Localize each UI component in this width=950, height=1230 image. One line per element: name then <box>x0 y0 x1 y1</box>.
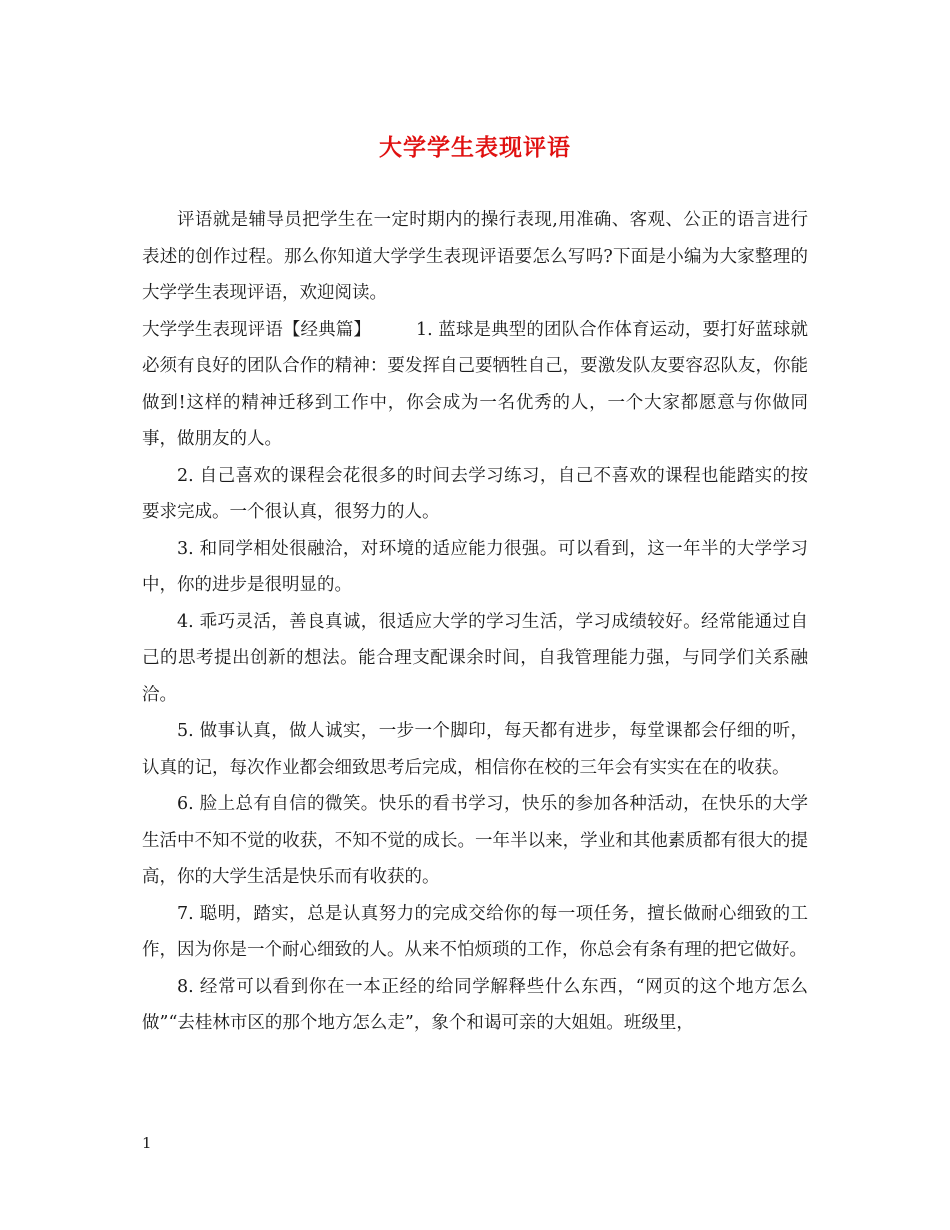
intro-paragraph: 评语就是辅导员把学生在一定时期内的操行表现,用准确、客观、公正的语言进行表述的创作过程。那么你知道大学学生表现评语要怎么写吗?下面是小编为大家整理的大学学生表现评语，欢迎阅读。 <box>142 210 808 303</box>
list-item: 6. 脸上总有自信的微笑。快乐的看书学习，快乐的参加各种活动，在快乐的大学生活中不知不觉的收获，不知不觉的成长。一年半以来，学业和其他素质都有很大的提高，你的大学生活是快乐而有收获的。 <box>142 794 808 887</box>
document-body <box>142 202 808 1042</box>
list-item: 4. 乖巧灵活，善良真诚，很适应大学的学习生活，学习成绩较好。经常能通过自己的思考提出创新的想法。能合理支配课余时间，自我管理能力强，与同学们关系融洽。 <box>142 611 808 705</box>
page-number: 1 <box>142 1134 152 1152</box>
list-item: 5. 做事认真，做人诚实，一步一个脚印，每天都有进步，每堂课都会仔细的听，认真的记，每次作业都会细致思考后完成，相信你在校的三年会有实实在在的收获。 <box>142 721 808 778</box>
section-paragraph <box>142 312 808 458</box>
list-item: 1. 蓝球是典型的团队合作体育运动，要打好蓝球就必须有良好的团队合作的精神：要发挥自己要牺牲自己，要激发队友要容忍队友，你能做到!这样的精神迁移到工作中，你会成为一名优秀的人，一个大家都愿意与你做同事，做朋友的人。 <box>142 319 809 449</box>
document-title: 大学学生表现评语 <box>379 134 571 161</box>
list-item: 7. 聪明，踏实，总是认真努力的完成交给你的每一项任务，擅长做耐心细致的工作，因为你是一个耐心细致的人。从来不怕烦琐的工作，你总会有条有理的把它做好。 <box>142 903 808 960</box>
list-item: 3. 和同学相处很融洽，对环境的适应能力很强。可以看到，这一年半的大学学习中，你的进步是很明显的。 <box>142 538 808 595</box>
list-item: 8. 经常可以看到你在一本正经的给同学解释些什么东西，“网页的这个地方怎么做”“去桂林市区的那个地方怎么走”，象个和谒可亲的大姐姐。班级里， <box>142 976 808 1033</box>
list-item: 2. 自己喜欢的课程会花很多的时间去学习练习，自己不喜欢的课程也能踏实的按要求完成。一个很认真，很努力的人。 <box>142 465 808 522</box>
section-heading: 大学学生表现评语【经典篇】 <box>142 319 371 340</box>
